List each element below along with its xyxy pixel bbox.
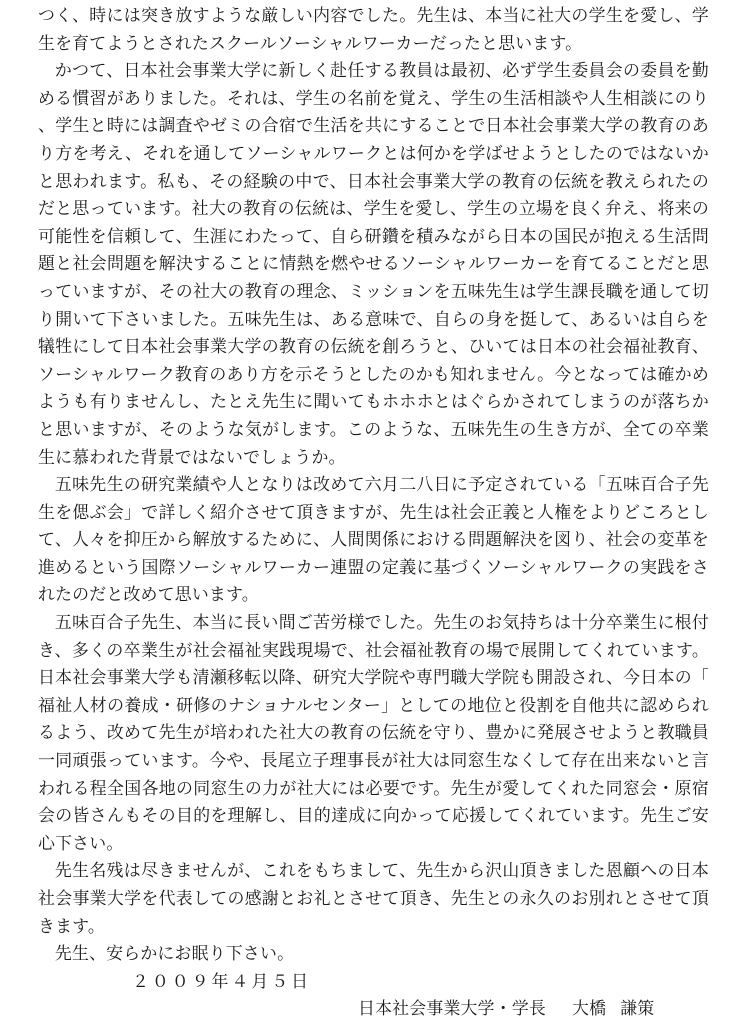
document-date: ２００９年４月５日: [132, 970, 312, 991]
signature-affiliation: 日本社会事業大学・学長: [358, 998, 546, 1019]
paragraph-gratitude: 五味百合子先生、本当に長い間ご苦労様でした。先生のお気持ちは十分卒業生に根付き、多くの卒業生が社会福祉実践現場で、社会福祉教育の場で展開してくれています。日本社会事業大学も清瀬移転以降、研究大学院や専門職大学院も開設され、今日本の「福祉人材の養成・研修のナショナルセンター」としての地位と役割を自他共に認められるよう、改めて先生が培われた社大の教育の伝統を守り、豊かに発展させようと教職員一同頑張っています。今や、長尾立子理事長が社大は同窓生なくして存在出来ないと言われる程全国各地の同窓生の力が社大には必要です。先生が愛してくれた同窓会・原宿会の皆さんもその目的を理解し、目的達成に向かって応援してくれています。先生ご安心下さい。: [38, 612, 709, 853]
paragraph-opening: つく、時には突き放すような厳しい内容でした。先生は、本当に社大の学生を愛し、学生を育てようとされたスクールソーシャルワーカーだったと思います。: [38, 5, 709, 53]
signature-given-name: 謙策: [620, 998, 655, 1019]
paragraph-research-memorial: 五味先生の研究業績や人となりは改めて六月二八日に予定されている「五味百合子先生を偲ぶ会」で詳しく紹介させて頂きますが、先生は社会正義と人権をよりどころとして、人々を抑圧から解放するために、人間関係における問題解決を図り、社会の変革を進めるという国際ソーシャルワーカー連盟の定義に基づくソーシャルワークの実践をされたのだと改めて思います。: [38, 474, 709, 605]
paragraph-education-tradition: かつて、日本社会事業大学に新しく赴任する教員は最初、必ず学生委員会の委員を勤める慣習がありました。それは、学生の名前を覚え、学生の生活相談や人生相談にのり、学生と時には調査やゼミの合宿で生活を共にすることで日本社会事業大学の教育のあり方を考え、それを通してソーシャルワークとは何かを学ばせようとしたのではないかと思われます。私も、その経験の中で、日本社会事業大学の教育の伝統を教えられたのだと思っています。社大の教育の伝統は、学生を愛し、学生の立場を良く弁え、将来の可能性を信頼して、生涯にわたって、自ら研鑽を積みながら日本の国民が抱える生活問題と社会問題を解決することに情熱を燃やせるソーシャルワーカーを育てることだと思っていますが、その社大の教育の理念、ミッションを五味先生は学生課長職を通して切り開いて下さいました。五味先生は、ある意味で、自らの身を挺して、あるいは自らを犠牲にして日本社会事業大学の教育の伝統を創ろうと、ひいては日本の社会福祉教育、ソーシャルワーク教育のあり方を示そうとしたのかも知れません。今となっては確かめようも有りませんし、たとえ先生に聞いてもホホホとはぐらかされてしまうのが落ちかと思いますが、そのような気がします。このような、五味先生の生き方が、全ての卒業生に慕われた背景ではないでしょうか。: [38, 60, 709, 467]
paragraph-rest-in-peace: 先生、安らかにお眠り下さい。: [54, 943, 295, 964]
signature-surname: 大橋: [572, 998, 607, 1019]
signature-block: [38, 995, 709, 1023]
paragraph-farewell: 先生名残は尽きませんが、これをもちまして、先生から沢山頂きました恩顧への日本社会事業大学を代表しての感謝とお礼とさせて頂き、先生との永久のお別れとさせて頂きます。: [38, 860, 709, 936]
